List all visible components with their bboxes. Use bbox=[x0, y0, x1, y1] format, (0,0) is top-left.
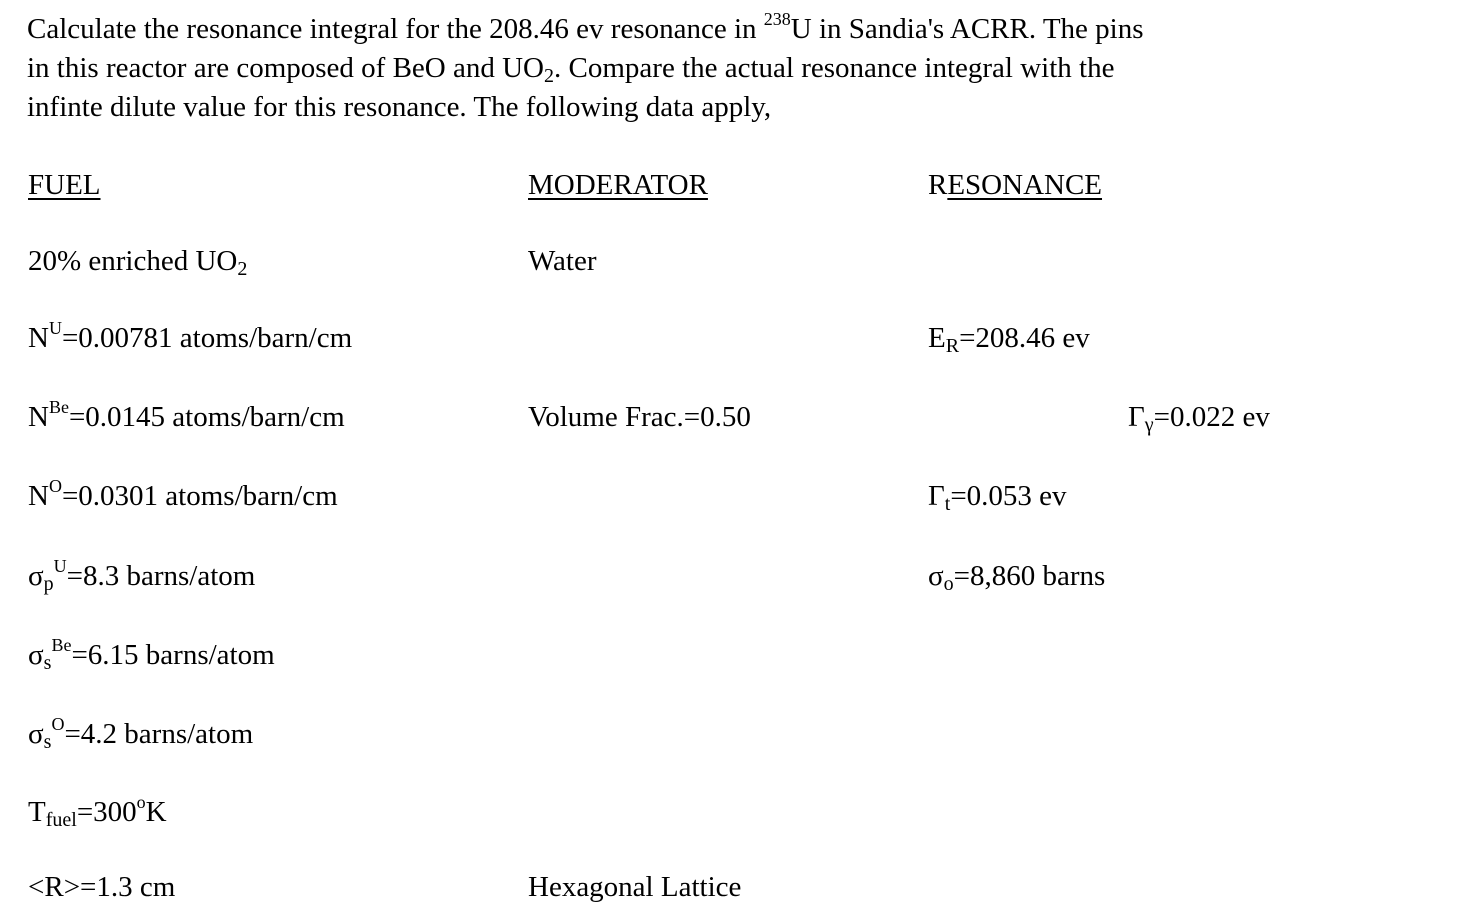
oxygen-density bbox=[28, 478, 338, 514]
symbol: σ bbox=[28, 639, 44, 671]
statement-line-2 bbox=[27, 49, 1447, 88]
degree-mark: o bbox=[136, 792, 146, 812]
symbol: E bbox=[928, 322, 946, 354]
problem-statement bbox=[27, 10, 1447, 127]
moderator-header: MODERATOR bbox=[528, 169, 708, 201]
fuel-enrichment bbox=[28, 243, 247, 279]
statement-line-3: infinte dilute value for this resonance. The following data apply, bbox=[27, 91, 772, 123]
subscript: 2 bbox=[237, 258, 248, 280]
subscript: t bbox=[944, 493, 951, 515]
subscript: s bbox=[43, 652, 52, 674]
isotope-mass-number: 238 bbox=[763, 9, 791, 29]
superscript: Be bbox=[48, 397, 69, 417]
superscript: Be bbox=[51, 635, 72, 655]
value: =8,860 barns bbox=[953, 560, 1106, 592]
lattice-type: Hexagonal Lattice bbox=[528, 871, 742, 903]
superscript: U bbox=[53, 556, 67, 576]
value: =6.15 barns/atom bbox=[71, 639, 275, 671]
subscript: p bbox=[43, 573, 54, 595]
resonance-energy bbox=[928, 320, 1090, 356]
value: =300 bbox=[76, 796, 137, 828]
symbol: Γ bbox=[928, 480, 945, 512]
moderator-volume-fraction: Volume Frac.=0.50 bbox=[528, 401, 751, 433]
statement-text: U in Sandia's ACRR. The pins bbox=[790, 13, 1144, 45]
symbol: σ bbox=[28, 560, 44, 592]
superscript: O bbox=[48, 476, 62, 496]
symbol: N bbox=[28, 480, 49, 512]
symbol: σ bbox=[28, 718, 44, 750]
oxygen-scatter-xs bbox=[28, 716, 253, 752]
value: =8.3 barns/atom bbox=[66, 560, 256, 592]
uranium-potential-xs bbox=[28, 558, 255, 594]
statement-text: Calculate the resonance integral for the 208.46 ev resonance in bbox=[27, 13, 764, 45]
symbol: N bbox=[28, 322, 49, 354]
superscript: O bbox=[51, 714, 65, 734]
subscript: γ bbox=[1144, 414, 1154, 436]
statement-text: . Compare the actual resonance integral with the bbox=[554, 52, 1115, 84]
moderator-material: Water bbox=[528, 245, 597, 277]
mean-chord-length: <R>=1.3 cm bbox=[28, 871, 176, 903]
total-width bbox=[928, 478, 1067, 514]
unit: K bbox=[145, 796, 167, 828]
fuel-enrichment-text: 20% enriched UO bbox=[28, 245, 238, 277]
superscript: U bbox=[48, 318, 62, 338]
capture-width bbox=[1128, 399, 1270, 435]
fuel-temperature bbox=[28, 794, 167, 830]
value: =0.0301 atoms/barn/cm bbox=[61, 480, 338, 512]
subscript: s bbox=[43, 731, 52, 753]
symbol: Γ bbox=[1128, 401, 1145, 433]
value: =0.053 ev bbox=[950, 480, 1067, 512]
subscript: R bbox=[945, 335, 960, 357]
subscript: fuel bbox=[45, 809, 77, 831]
subscript: o bbox=[943, 573, 954, 595]
fuel-header: FUEL bbox=[28, 169, 101, 201]
subscript: 2 bbox=[544, 65, 555, 87]
beryllium-density bbox=[28, 399, 345, 435]
beryllium-scatter-xs bbox=[28, 637, 275, 673]
value: =208.46 ev bbox=[959, 322, 1090, 354]
resonance-header-initial: R bbox=[928, 169, 948, 201]
value: =0.0145 atoms/barn/cm bbox=[68, 401, 345, 433]
statement-text: in this reactor are composed of BeO and UO bbox=[27, 52, 545, 84]
uranium-density bbox=[28, 320, 352, 356]
symbol: σ bbox=[928, 560, 944, 592]
value: =0.00781 atoms/barn/cm bbox=[61, 322, 353, 354]
symbol: T bbox=[28, 796, 46, 828]
value: =4.2 barns/atom bbox=[64, 718, 254, 750]
symbol: N bbox=[28, 401, 49, 433]
resonance-header-rest: ESONANCE bbox=[947, 169, 1103, 201]
peak-cross-section bbox=[928, 558, 1105, 594]
statement-line-1 bbox=[27, 10, 1447, 49]
resonance-header bbox=[928, 167, 1102, 203]
value: =0.022 ev bbox=[1153, 401, 1270, 433]
